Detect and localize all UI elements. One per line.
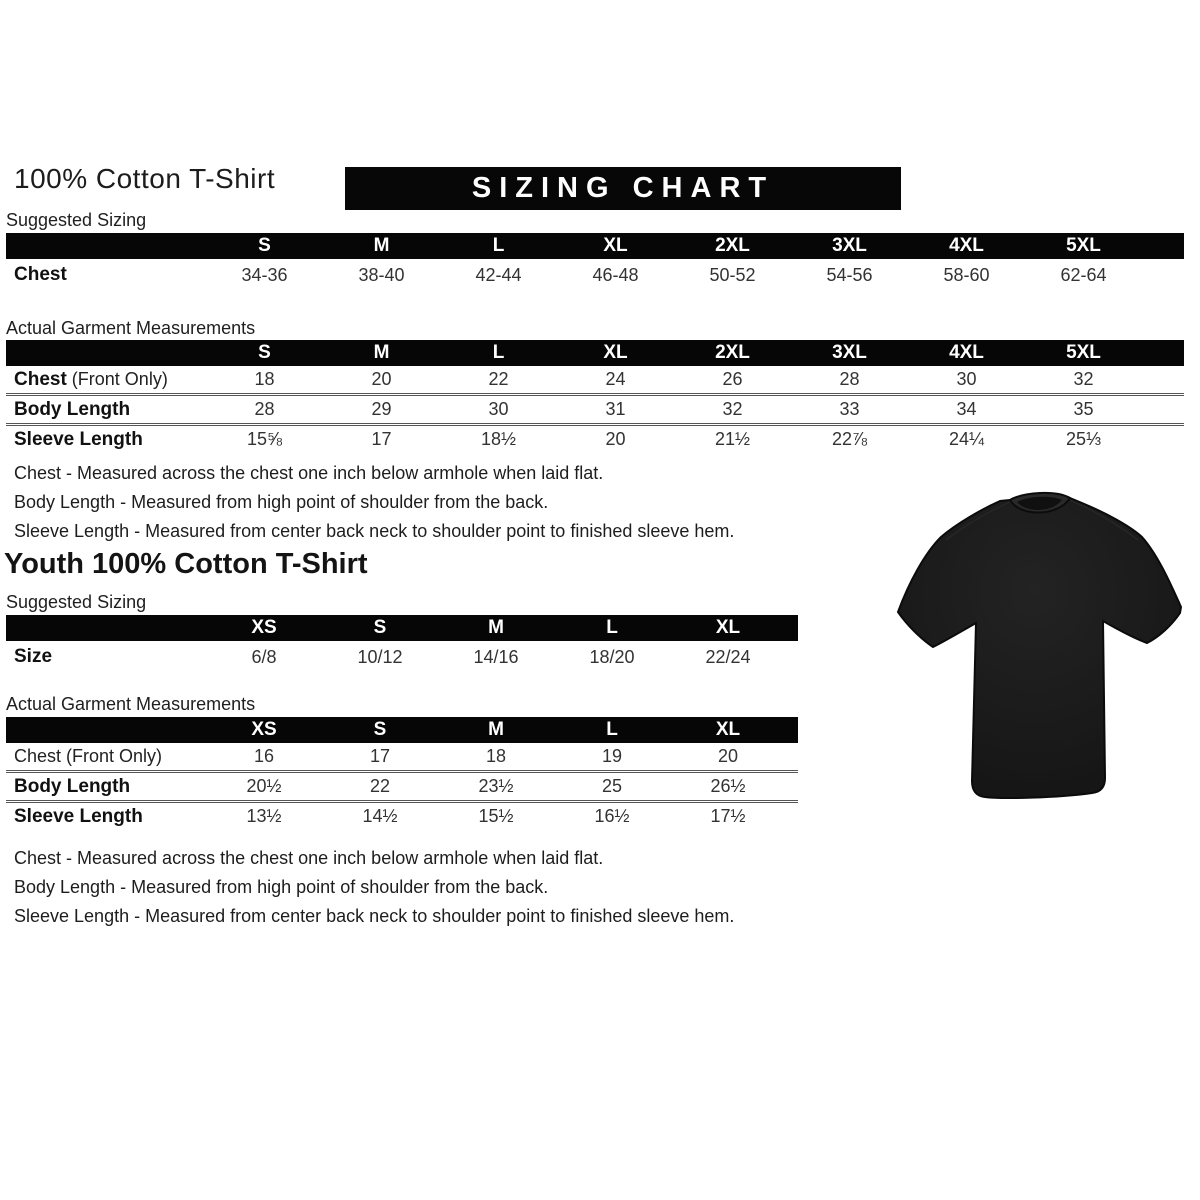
column-header: M — [373, 342, 390, 363]
table-cell: 30 — [956, 369, 977, 389]
column-header: L — [492, 342, 505, 363]
column-header: XL — [603, 235, 628, 256]
row-label: Sleeve Length — [14, 428, 143, 450]
table-cell: 20 — [371, 369, 392, 389]
table-header-row — [6, 717, 798, 743]
table-cell: 34-36 — [241, 264, 288, 285]
table-cell: 30 — [488, 399, 509, 419]
table-row — [6, 259, 1184, 291]
table-cell: 42-44 — [475, 264, 522, 285]
note-line: Body Length - Measured from high point of shoulder from the back. — [14, 877, 549, 897]
table-row — [6, 770, 798, 800]
table-cell: 32 — [722, 399, 743, 419]
column-header: M — [488, 617, 504, 638]
column-header: 4XL — [949, 342, 984, 363]
row-label: Body Length — [14, 398, 131, 420]
table-cell: 24 — [605, 369, 626, 389]
column-header: M — [373, 235, 390, 256]
table-cell: 14½ — [362, 806, 398, 826]
table-cell: 28 — [839, 369, 860, 389]
table-cell: 10/12 — [357, 646, 403, 667]
column-header: XL — [603, 342, 628, 363]
sizing-chart-banner-label: SIZING CHART — [471, 172, 775, 204]
table-cell: 33 — [839, 399, 860, 419]
table-cell: 18½ — [480, 429, 517, 449]
column-header: S — [373, 617, 387, 638]
table-cell: 18 — [485, 746, 507, 766]
table-cell: 25 — [601, 776, 623, 796]
row-label: Chest (Front Only) — [14, 368, 168, 390]
table-cell: 23½ — [478, 776, 514, 796]
youth-suggested-sizing-heading: Suggested Sizing — [6, 592, 147, 612]
table-cell: 15⅝ — [246, 429, 283, 449]
youth-suggested-sizing-table — [6, 615, 798, 673]
table-cell: 26½ — [710, 776, 746, 796]
adult-suggested-sizing-heading: Suggested Sizing — [6, 210, 147, 230]
table-cell: 16½ — [594, 806, 630, 826]
table-cell: 62-64 — [1060, 264, 1107, 285]
adult-garment-table — [6, 340, 1184, 453]
table-cell: 29 — [371, 399, 392, 419]
table-cell: 35 — [1073, 399, 1094, 419]
table-cell: 38-40 — [358, 264, 405, 285]
column-header: S — [258, 342, 271, 363]
youth-garment-heading: Actual Garment Measurements — [6, 694, 256, 714]
table-cell: 22/24 — [705, 646, 751, 667]
column-header: S — [258, 235, 271, 256]
table-cell: 16 — [253, 746, 275, 766]
table-cell: 50-52 — [709, 264, 756, 285]
table-row — [6, 366, 1184, 393]
table-cell: 28 — [254, 399, 275, 419]
table-cell: 22 — [369, 776, 391, 796]
table-cell: 17½ — [710, 806, 746, 826]
page-title: 100% Cotton T-Shirt — [14, 163, 276, 194]
table-cell: 22⅞ — [831, 429, 868, 449]
tshirt-image — [888, 490, 1190, 804]
table-cell: 32 — [1073, 369, 1094, 389]
table-row — [6, 743, 798, 770]
adult-measurement-notes — [14, 459, 734, 546]
table-cell: 24¼ — [948, 429, 985, 449]
column-header: 3XL — [832, 342, 867, 363]
table-cell: 20 — [717, 746, 739, 766]
note-line: Sleeve Length - Measured from center back neck to shoulder point to finished sleeve hem. — [14, 521, 735, 541]
table-cell: 34 — [956, 399, 977, 419]
row-label: Size — [14, 646, 53, 667]
table-row — [6, 800, 798, 830]
column-header: 2XL — [715, 342, 750, 363]
table-cell: 17 — [369, 746, 391, 766]
row-label: Body Length — [14, 775, 131, 797]
table-cell: 14/16 — [473, 646, 519, 667]
table-cell: 46-48 — [592, 264, 639, 285]
table-cell: 31 — [605, 399, 626, 419]
youth-measurement-notes — [14, 844, 734, 931]
column-header: XL — [715, 719, 741, 740]
youth-section-title: Youth 100% Cotton T-Shirt — [4, 548, 368, 580]
table-cell: 18 — [254, 369, 275, 389]
adult-suggested-sizing-table — [6, 233, 1184, 291]
table-cell: 26 — [722, 369, 743, 389]
column-header: 2XL — [715, 235, 750, 256]
table-cell: 20½ — [246, 776, 282, 796]
column-header: S — [373, 719, 387, 740]
column-header: 5XL — [1066, 342, 1101, 363]
table-cell: 6/8 — [251, 646, 277, 667]
column-header: L — [492, 235, 505, 256]
column-header: 5XL — [1066, 235, 1101, 256]
table-row — [6, 641, 798, 673]
table-row — [6, 423, 1184, 453]
column-header: L — [606, 719, 618, 740]
tshirt-icon — [888, 490, 1190, 804]
note-line: Chest - Measured across the chest one inch below armhole when laid flat. — [14, 848, 604, 868]
table-cell: 17 — [371, 429, 392, 449]
sizing-chart-banner — [345, 167, 901, 210]
table-cell: 15½ — [478, 806, 514, 826]
table-cell: 13½ — [246, 806, 282, 826]
column-header: XS — [251, 719, 277, 740]
note-line: Sleeve Length - Measured from center back neck to shoulder point to finished sleeve hem. — [14, 906, 735, 926]
table-header-row — [6, 615, 798, 641]
table-header-row — [6, 233, 1184, 259]
table-cell: 20 — [605, 429, 626, 449]
table-row — [6, 393, 1184, 423]
row-label: Chest — [14, 264, 67, 285]
table-cell: 54-56 — [826, 264, 873, 285]
column-header: L — [606, 617, 618, 638]
note-line: Chest - Measured across the chest one inch below armhole when laid flat. — [14, 463, 604, 483]
column-header: XL — [715, 617, 741, 638]
table-cell: 21½ — [714, 429, 751, 449]
column-header: 3XL — [832, 235, 867, 256]
column-header: XS — [251, 617, 277, 638]
table-cell: 25⅓ — [1065, 429, 1102, 449]
column-header: 4XL — [949, 235, 984, 256]
youth-garment-table — [6, 717, 798, 830]
row-label: Chest (Front Only) — [14, 745, 163, 766]
row-label: Sleeve Length — [14, 805, 143, 827]
table-cell: 18/20 — [589, 646, 635, 667]
table-cell: 22 — [488, 369, 509, 389]
table-cell: 58-60 — [943, 264, 990, 285]
adult-garment-heading: Actual Garment Measurements — [6, 318, 256, 338]
note-line: Body Length - Measured from high point of shoulder from the back. — [14, 492, 549, 512]
table-cell: 19 — [601, 746, 623, 766]
column-header: M — [488, 719, 504, 740]
table-header-row — [6, 340, 1184, 366]
